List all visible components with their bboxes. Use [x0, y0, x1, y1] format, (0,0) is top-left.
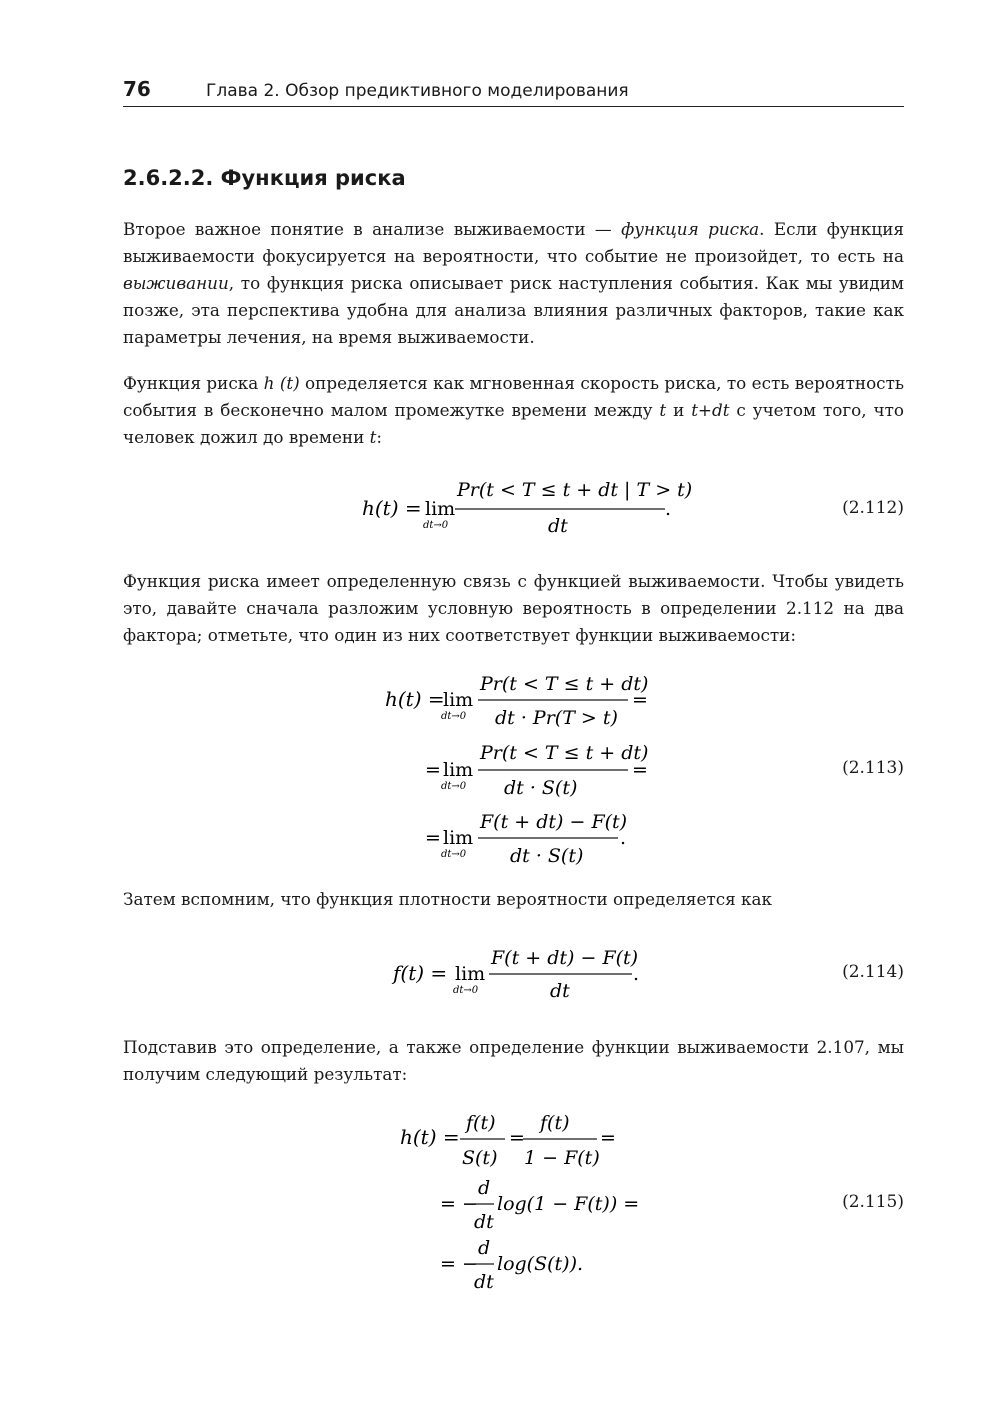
eq-numerator: F(t + dt) − F(t)	[480, 811, 628, 833]
math-inline: t+dt	[691, 400, 730, 420]
eq-lim-sub: dt→0	[441, 781, 467, 792]
eq-lim-sub: dt→0	[441, 849, 467, 860]
eq-denominator: 1 − F(t)	[524, 1147, 600, 1169]
eq-lhs: =	[425, 827, 441, 849]
math-inline: t	[369, 427, 377, 447]
text-run: и	[666, 400, 692, 420]
eq-lim-sub: dt→0	[441, 711, 467, 722]
text-run: :	[376, 427, 383, 447]
eq-denominator: dt · S(t)	[510, 845, 584, 867]
math-inline: h (t)	[263, 373, 300, 393]
eq-numerator: F(t + dt) − F(t)	[491, 947, 639, 969]
eq-lhs: = −	[440, 1253, 478, 1275]
eq-lim-sub: dt→0	[453, 985, 479, 996]
text-run: определяется как мгновенная скорость риска, то есть вероятность события в бесконечно малом промежутке времени между	[123, 373, 904, 420]
paragraph-intro	[123, 216, 904, 351]
paragraph-relation: Функция риска имеет определенную связь с функцией выживаемости. Чтобы увидеть это, давайте сначала разложим условную вероятность в определении 2.112 на два фактора; отметьте, что один из них соответствует функции выживаемости:	[123, 571, 904, 645]
text-run: Второе важное понятие в анализе выживаемости —	[123, 219, 622, 239]
eq-numerator: Pr(t < T ≤ t + dt)	[480, 742, 649, 764]
equation-number: (2.115)	[842, 1192, 904, 1212]
eq-lhs: h(t) =	[362, 496, 422, 520]
eq-lim: lim	[443, 827, 474, 849]
eq-numerator: d	[478, 1237, 491, 1259]
paragraph-substitution: Подставив это определение, а также определение функции выживаемости 2.107, мы получим следующий результат:	[123, 1037, 904, 1084]
eq-lim: lim	[443, 689, 474, 711]
eq-denominator: dt	[548, 515, 568, 537]
eq-numerator: Pr(t < T ≤ t + dt)	[480, 673, 649, 695]
eq-denominator: dt	[474, 1211, 494, 1233]
eq-numerator: f(t)	[466, 1112, 496, 1134]
eq-numerator: f(t)	[540, 1112, 570, 1134]
equation-2-113	[0, 664, 1000, 876]
eq-lim-sub: dt→0	[423, 520, 449, 531]
paragraph-hazard-definition	[123, 370, 904, 451]
eq-lhs: h(t) =	[400, 1125, 460, 1149]
term-emphasis: функция риска	[621, 219, 760, 239]
equation-2-112	[0, 470, 1000, 540]
text-run: , то функция риска описывает риск наступления события. Как мы увидим позже, эта перспектива удобна для анализа влияния различных факторов, такие как параметры лечения, на время выживаемости.	[123, 273, 904, 347]
paragraph-density: Затем вспомним, что функция плотности вероятности определяется как	[123, 889, 773, 909]
eq-end: .	[620, 827, 627, 849]
eq-denominator: dt · Pr(T > t)	[495, 707, 618, 729]
eq-denominator: dt · S(t)	[504, 777, 578, 799]
eq-end: =	[632, 759, 648, 781]
survival-emphasis: выживании	[123, 273, 229, 293]
eq-lhs: f(t) =	[393, 961, 448, 985]
eq-lim: lim	[425, 498, 456, 520]
eq-denominator: dt	[474, 1271, 494, 1293]
eq-lim: lim	[443, 759, 474, 781]
eq-rest: log(S(t)).	[497, 1253, 584, 1275]
text-run: с учетом того, что человек дожил до времени	[123, 400, 904, 447]
equation-number: (2.113)	[842, 758, 904, 778]
equation-number: (2.114)	[842, 962, 904, 982]
chapter-title: Глава 2. Обзор предиктивного моделирования	[206, 81, 629, 101]
eq-denominator: dt	[550, 980, 570, 1002]
running-header	[123, 76, 904, 107]
eq-numerator: Pr(t < T ≤ t + dt | T > t)	[457, 479, 693, 501]
text-run: . Если функция выживаемости фокусируется на вероятности, что событие не произойдет, то есть на	[123, 219, 904, 266]
eq-end: =	[632, 689, 648, 711]
eq-lhs: h(t) =	[385, 687, 445, 711]
eq-end: .	[633, 963, 640, 985]
text-run: Функция риска	[123, 373, 264, 393]
eq-end: =	[600, 1127, 616, 1149]
page-number: 76	[123, 77, 151, 101]
eq-lhs: =	[425, 759, 441, 781]
eq-numerator: d	[478, 1177, 491, 1199]
eq-lhs: = −	[440, 1193, 478, 1215]
eq-mid: =	[509, 1127, 525, 1149]
equation-number: (2.112)	[842, 498, 904, 518]
eq-rest: log(1 − F(t)) =	[497, 1193, 640, 1215]
math-inline: t	[659, 400, 667, 420]
equation-2-115	[0, 1104, 1000, 1294]
eq-end: .	[665, 498, 672, 520]
eq-lim: lim	[455, 963, 486, 985]
equation-2-114	[0, 936, 1000, 1006]
section-title: 2.6.2.2. Функция риска	[123, 166, 406, 190]
eq-denominator: S(t)	[462, 1147, 498, 1169]
